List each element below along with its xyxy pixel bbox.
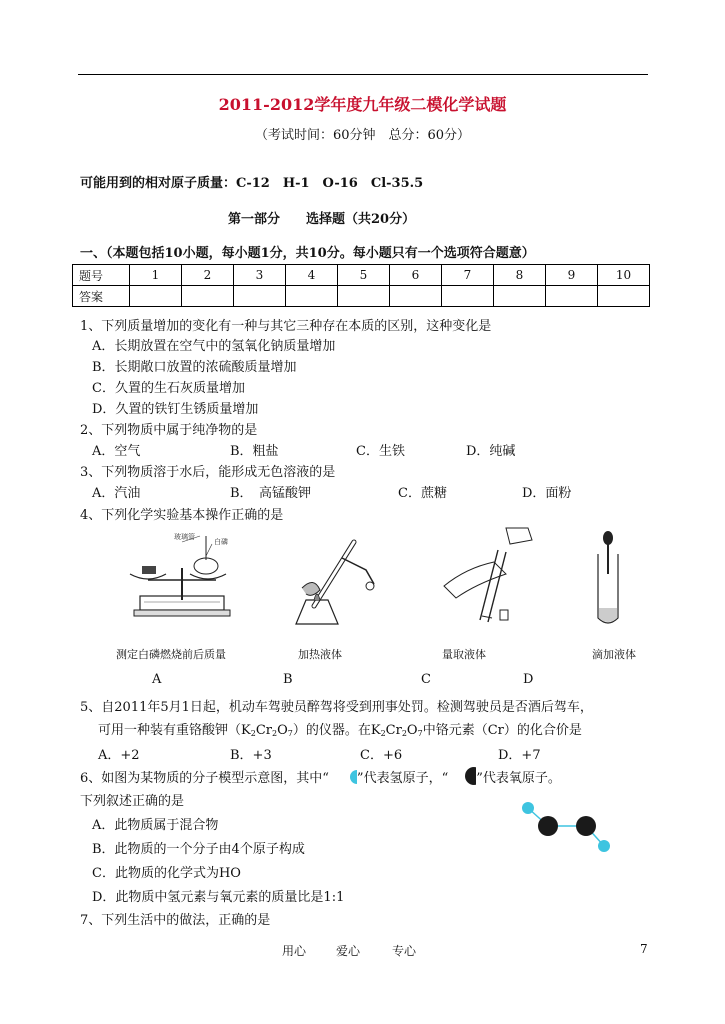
answer-cell[interactable] <box>390 286 442 307</box>
question-number-cell: 5 <box>338 265 390 286</box>
question-1-option-a: A．长期放置在空气中的氢氧化钠质量增加 <box>92 339 336 354</box>
measuring-liquid-figure <box>436 524 546 628</box>
question-2-option-d: D．纯碱 <box>466 444 516 459</box>
question-4-stem: 4、下列化学实验基本操作正确的是 <box>80 508 284 523</box>
question-1-option-d: D．久置的铁钉生锈质量增加 <box>92 402 259 417</box>
q5-formula-o: O <box>277 723 288 738</box>
q5-text-post: 中铬元素（Cr）的化合价是 <box>422 723 582 738</box>
page-title: 2011-2012学年度九年级二模化学试题 <box>218 95 507 114</box>
question-number-cell: 3 <box>234 265 286 286</box>
question-6-line-2: 下列叙述正确的是 <box>80 794 185 809</box>
question-number-cell: 2 <box>182 265 234 286</box>
heating-liquid-figure <box>284 528 384 628</box>
footer-motto-2: 爱心 <box>336 944 361 958</box>
answer-table <box>72 264 650 307</box>
question-5-option-b: B．+3 <box>230 748 272 763</box>
q6-text-post: ”代表氧原子。 <box>476 771 561 786</box>
figure-c-letter: C <box>421 672 431 687</box>
q6-text-mid: ”代表氢原子，“ <box>356 771 449 786</box>
part-title: 第一部分 选择题（共20分） <box>228 212 416 227</box>
q5-sub: 2 <box>380 729 386 738</box>
molecule-model-figure <box>516 798 616 858</box>
question-2-option-c: C．生铁 <box>356 444 405 459</box>
footer-motto-3: 专心 <box>392 944 417 958</box>
question-2-stem: 2、下列物质中属于纯净物的是 <box>80 423 258 438</box>
question-1-option-c: C．久置的生石灰质量增加 <box>92 381 245 396</box>
q5-sub: 2 <box>401 729 407 738</box>
figure-c-caption: 量取液体 <box>442 648 486 661</box>
hydrogen-atom-icon <box>522 802 534 814</box>
question-number-cell: 9 <box>546 265 598 286</box>
table-row <box>73 286 650 307</box>
question-number-cell: 8 <box>494 265 546 286</box>
answer-cell[interactable] <box>494 286 546 307</box>
answer-cell[interactable] <box>286 286 338 307</box>
table-header-cell: 答案 <box>73 286 130 307</box>
exam-info: （考试时间：60分钟 总分：60分） <box>254 128 471 143</box>
q5-formula-cr: Cr <box>385 723 402 738</box>
footer-motto-1: 用心 <box>282 944 307 958</box>
question-number-cell: 10 <box>598 265 650 286</box>
answer-cell[interactable] <box>546 286 598 307</box>
question-number-cell: 6 <box>390 265 442 286</box>
oxygen-atom-icon <box>576 816 596 836</box>
oxygen-atom-icon <box>538 816 558 836</box>
question-2-option-b: B．粗盐 <box>230 444 279 459</box>
q5-text-mid: ）的仪器。在K <box>292 723 381 738</box>
figure-label-white-phosphorus: 白磷 <box>214 538 228 546</box>
q5-text-pre: 可用一种装有重铬酸钾（K <box>98 723 251 738</box>
question-7-stem: 7、下列生活中的做法，正确的是 <box>80 913 271 928</box>
question-3-option-b: B． 高锰酸钾 <box>230 486 312 501</box>
q6-text-pre: 6、如图为某物质的分子模型示意图，其中“ <box>80 771 329 786</box>
figure-label-glass-tube: 玻璃管 <box>174 533 195 541</box>
question-number-cell: 7 <box>442 265 494 286</box>
question-5-option-c: C．+6 <box>360 748 403 763</box>
atomic-masses: 可能用到的相对原子质量：C-12 H-1 O-16 Cl-35.5 <box>80 176 424 191</box>
q5-sub: 7 <box>287 729 293 738</box>
figure-a-letter: A <box>152 672 162 687</box>
q5-sub: 2 <box>250 729 256 738</box>
question-6-option-a: A．此物质属于混合物 <box>92 818 219 833</box>
answer-cell[interactable] <box>338 286 390 307</box>
question-6-option-c: C．此物质的化学式为HO <box>92 866 241 881</box>
figure-d-letter: D <box>523 672 534 687</box>
question-1-stem: 1、下列质量增加的变化有一种与其它三种存在本质的区别，这种变化是 <box>80 319 492 334</box>
adding-liquid-figure <box>588 528 628 628</box>
question-1-option-b: B．长期敞口放置的浓硫酸质量增加 <box>92 360 297 375</box>
figure-d-caption: 滴加液体 <box>592 648 636 661</box>
question-6-option-b: B．此物质的一个分子由4个原子构成 <box>92 842 305 857</box>
question-5-option-d: D．+7 <box>498 748 541 763</box>
question-6-line-1 <box>80 767 561 786</box>
question-3-stem: 3、下列物质溶于水后，能形成无色溶液的是 <box>80 465 336 480</box>
answer-cell[interactable] <box>234 286 286 307</box>
balance-figure <box>122 528 242 628</box>
q5-formula-o: O <box>406 723 418 738</box>
question-6-option-d: D．此物质中氢元素与氧元素的质量比是1:1 <box>92 890 345 905</box>
q5-formula-cr: Cr <box>255 723 272 738</box>
question-5-line-1: 5、自2011年5月1日起，机动车驾驶员醉驾将受到刑事处罚。检测驾驶员是否酒后驾车， <box>80 700 593 715</box>
oxygen-atom-icon <box>448 767 476 786</box>
question-number-cell: 1 <box>130 265 182 286</box>
q5-sub: 7 <box>417 729 423 738</box>
question-5-line-2 <box>98 719 582 738</box>
answer-cell[interactable] <box>182 286 234 307</box>
answer-cell[interactable] <box>130 286 182 307</box>
table-header-cell: 题号 <box>73 265 130 286</box>
figure-b-caption: 加热液体 <box>298 648 342 661</box>
question-number-cell: 4 <box>286 265 338 286</box>
figure-b-letter: B <box>283 672 293 687</box>
question-2-option-a: A．空气 <box>92 444 141 459</box>
question-3-option-a: A．汽油 <box>92 486 141 501</box>
figure-a-caption: 测定白磷燃烧前后质量 <box>116 648 226 661</box>
hydrogen-atom-icon <box>598 840 610 852</box>
question-3-option-c: C．蔗糖 <box>398 486 447 501</box>
section-intro: 一、（本题包括10小题，每小题1分，共10分。每小题只有一个选项符合题意） <box>80 246 535 261</box>
question-5-option-a: A．+2 <box>98 748 140 763</box>
answer-cell[interactable] <box>442 286 494 307</box>
header-rule <box>78 74 648 75</box>
page-number: 7 <box>640 942 648 956</box>
q5-sub: 2 <box>271 729 278 738</box>
question-3-option-d: D．面粉 <box>522 486 572 501</box>
hydrogen-atom-icon <box>329 769 357 786</box>
answer-cell[interactable] <box>598 286 650 307</box>
table-row <box>73 265 650 286</box>
